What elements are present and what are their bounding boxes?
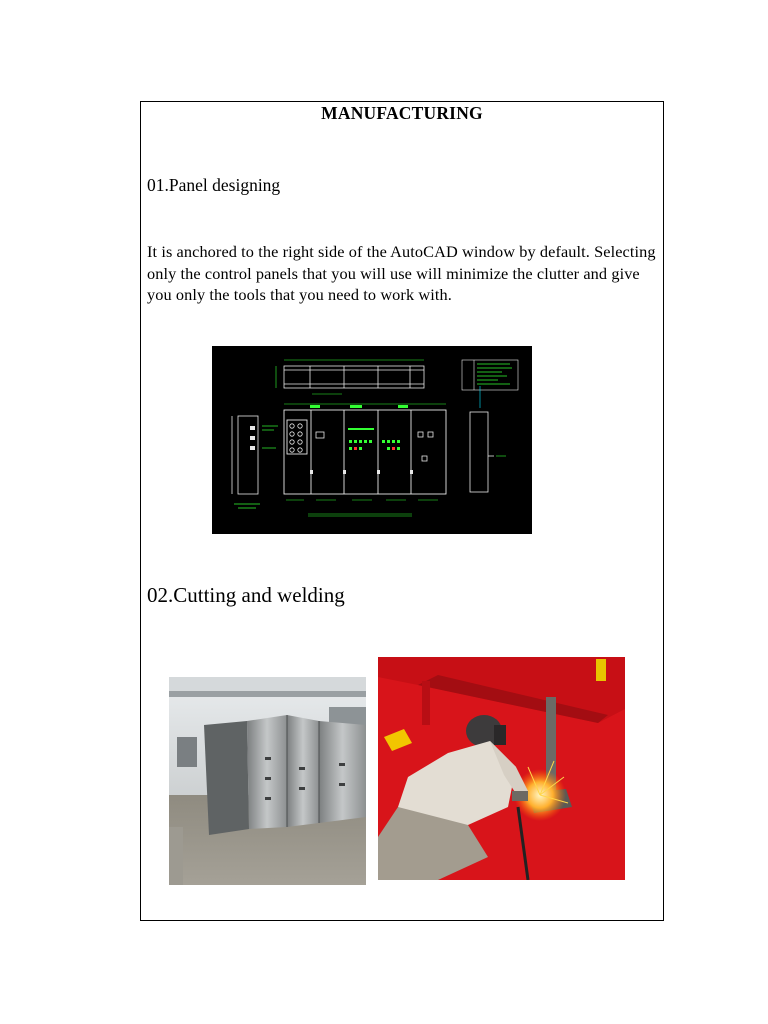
cad-drawing-image <box>212 346 532 534</box>
page-title: MANUFACTURING <box>321 103 483 123</box>
warehouse-photo-graphic <box>169 677 366 885</box>
section-heading-cutting-welding: 02.Cutting and welding <box>147 583 345 607</box>
section-paragraph: It is anchored to the right side of the AutoCAD window by default. Selecting only the control panels that you will use will minimize the clutter and give you only the tools that you need to work with. <box>147 242 656 305</box>
warehouse-cabinets-photo <box>169 677 366 885</box>
welding-photo <box>378 657 625 880</box>
welding-photo-graphic <box>378 657 625 880</box>
cad-drawing-graphic <box>212 346 532 534</box>
section-heading-panel-designing: 01.Panel designing <box>147 175 281 195</box>
